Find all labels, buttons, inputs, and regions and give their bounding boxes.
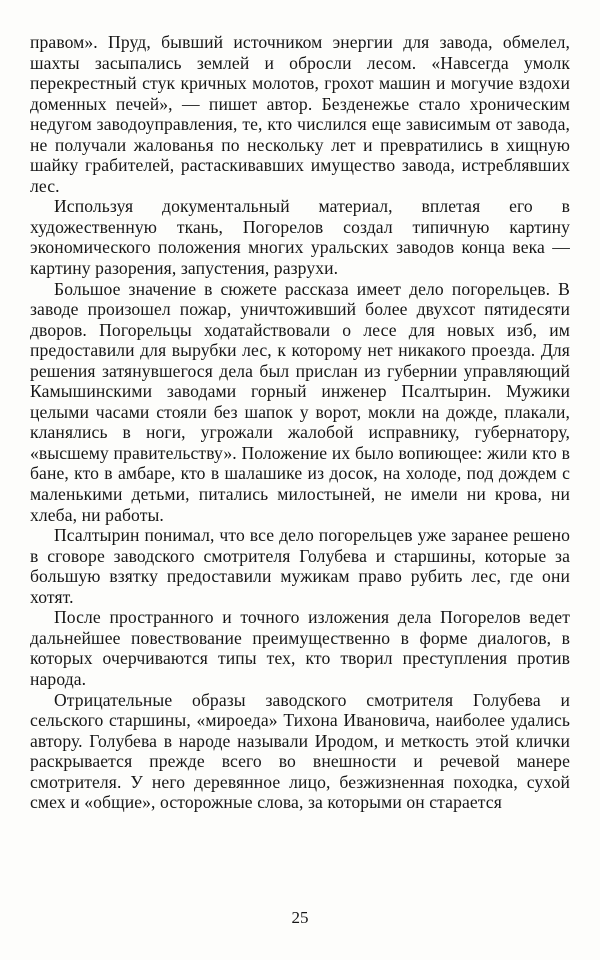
paragraph-4: Псалтырин понимал, что все дело погорельцев уже заранее решено в сговоре заводского смотрителя Голубева и старшины, которые за большую взятку предоставили мужикам право рубить лес, где они хотят. [30,525,570,607]
paragraph-6: Отрицательные образы заводского смотрителя Голубева и сельского старшины, «мироеда» Тихона Ивановича, наиболее удались автору. Голубева в народе называли Иродом, и меткость этой клички раскрывается прежде всего во внешности и речевой манере смотрителя. У него деревянное лицо, безжизненная походка, сухой смех и «общие», осторожные слова, за которыми он старается [30,689,570,813]
paragraph-1: правом». Пруд, бывший источником энергии для завода, обмелел, шахты засыпались землей и обросли лесом. «Навсегда умолк перекрестный стук кричных молотов, грохот машин и могучие вздохи доменных печей», — пишет автор. Безденежье стало хроническим недугом заводоуправления, те, кто числился еще зависимым от завода, не получали жалованья по нескольку лет и превратились в хищную шайку грабителей, растаскивавших имущество завода, истреблявших лес. [30,32,570,196]
page-number: 25 [291,908,309,927]
paragraph-5: После пространного и точного изложения дела Погорелов ведет дальнейшее повествование преимущественно в форме диалогов, в которых очерчиваются типы тех, кто творил преступления против народа. [30,607,570,689]
body-text [30,32,570,813]
paragraph-3: Большое значение в сюжете рассказа имеет дело погорельцев. В заводе произошел пожар, уничтоживший более двухсот пятидесяти дворов. Погорельцы ходатайствовали о лесе для новых изб, им предоставили для вырубки лес, к которому нет никакого проезда. Для решения затянувшегося дела был прислан из губернии управляющий Камышинскими заводами горный инженер Псалтырин. Мужики целыми часами стояли без шапок у ворот, мокли на дожде, плакали, кланялись в ноги, угрожали жалобой исправнику, губернатору, «высшему правительству». Положение их было вопиющее: жили кто в бане, кто в амбаре, кто в шалашике из досок, на холоде, под дождем с маленькими детьми, питались милостыней, не имели ни крова, ни хлеба, ни работы. [30,278,570,525]
paragraph-2: Используя документальный материал, вплетая его в художественную ткань, Погорелов создал типичную картину экономического положения многих уральских заводов конца века — картину разорения, запустения, разрухи. [30,196,570,279]
